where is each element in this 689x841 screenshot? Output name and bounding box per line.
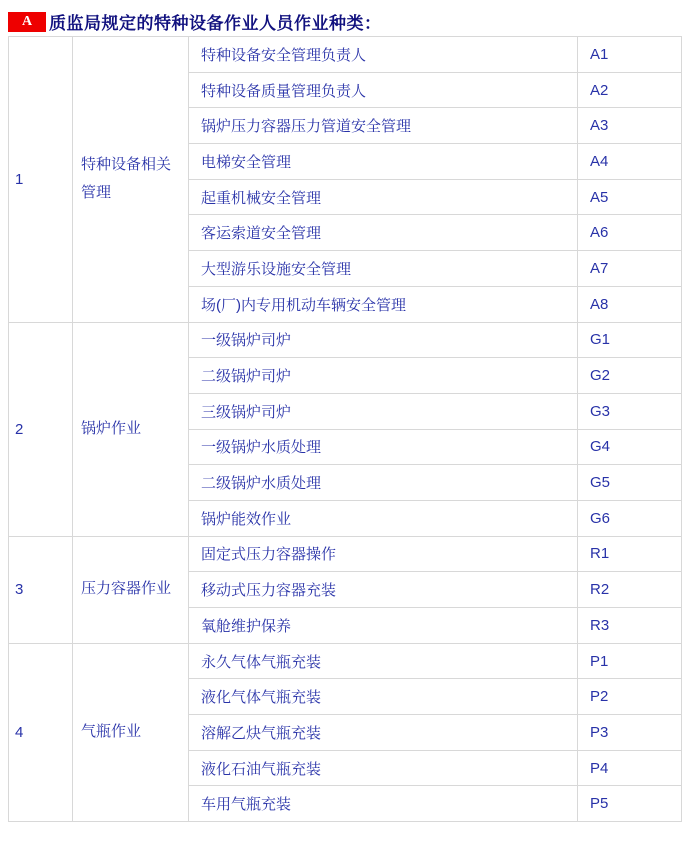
job-code-cell: P2: [578, 679, 682, 715]
job-code-cell: R2: [578, 572, 682, 608]
job-code-cell: G5: [578, 465, 682, 501]
table-row: [9, 536, 682, 572]
category-table: [8, 36, 682, 822]
section-category-cell: 特种设备相关管理: [73, 37, 189, 323]
job-name-cell: 永久气体气瓶充装: [189, 643, 578, 679]
job-name-cell: 锅炉能效作业: [189, 500, 578, 536]
job-code-cell: G3: [578, 393, 682, 429]
job-code-cell: A5: [578, 179, 682, 215]
job-name-cell: 起重机械安全管理: [189, 179, 578, 215]
job-name-cell: 二级锅炉水质处理: [189, 465, 578, 501]
section-category-cell: 气瓶作业: [73, 643, 189, 821]
job-name-cell: 锅炉压力容器压力管道安全管理: [189, 108, 578, 144]
job-name-cell: 大型游乐设施安全管理: [189, 251, 578, 287]
header: [0, 0, 689, 36]
job-code-cell: A8: [578, 286, 682, 322]
job-code-cell: R1: [578, 536, 682, 572]
job-code-cell: G1: [578, 322, 682, 358]
job-name-cell: 电梯安全管理: [189, 144, 578, 180]
job-code-cell: P5: [578, 786, 682, 822]
job-name-cell: 液化气体气瓶充装: [189, 679, 578, 715]
job-name-cell: 二级锅炉司炉: [189, 358, 578, 394]
job-code-cell: R3: [578, 608, 682, 644]
job-name-cell: 特种设备安全管理负责人: [189, 37, 578, 73]
job-name-cell: 移动式压力容器充装: [189, 572, 578, 608]
job-code-cell: P3: [578, 715, 682, 751]
job-code-cell: P1: [578, 643, 682, 679]
job-name-cell: 一级锅炉水质处理: [189, 429, 578, 465]
job-code-cell: P4: [578, 750, 682, 786]
job-name-cell: 三级锅炉司炉: [189, 393, 578, 429]
job-code-cell: A6: [578, 215, 682, 251]
job-name-cell: 氧舱维护保养: [189, 608, 578, 644]
job-name-cell: 车用气瓶充装: [189, 786, 578, 822]
section-number-cell: 4: [9, 643, 73, 821]
job-code-cell: A1: [578, 37, 682, 73]
job-code-cell: A7: [578, 251, 682, 287]
section-number-cell: 1: [9, 37, 73, 323]
job-code-cell: A4: [578, 144, 682, 180]
job-name-cell: 溶解乙炔气瓶充装: [189, 715, 578, 751]
job-name-cell: 特种设备质量管理负责人: [189, 72, 578, 108]
job-code-cell: G4: [578, 429, 682, 465]
section-category-cell: 压力容器作业: [73, 536, 189, 643]
job-name-cell: 场(厂)内专用机动车辆安全管理: [189, 286, 578, 322]
job-code-cell: A2: [578, 72, 682, 108]
section-category-cell: 锅炉作业: [73, 322, 189, 536]
category-table-body: [9, 37, 682, 822]
job-name-cell: 固定式压力容器操作: [189, 536, 578, 572]
job-name-cell: 液化石油气瓶充装: [189, 750, 578, 786]
job-code-cell: G6: [578, 500, 682, 536]
job-name-cell: 一级锅炉司炉: [189, 322, 578, 358]
job-code-cell: A3: [578, 108, 682, 144]
table-row: [9, 322, 682, 358]
table-row: [9, 37, 682, 73]
job-code-cell: G2: [578, 358, 682, 394]
page-title: 质监局规定的特种设备作业人员作业种类：: [49, 14, 382, 33]
table-row: [9, 643, 682, 679]
section-number-cell: 3: [9, 536, 73, 643]
answer-badge: A: [8, 12, 46, 32]
job-name-cell: 客运索道安全管理: [189, 215, 578, 251]
section-number-cell: 2: [9, 322, 73, 536]
